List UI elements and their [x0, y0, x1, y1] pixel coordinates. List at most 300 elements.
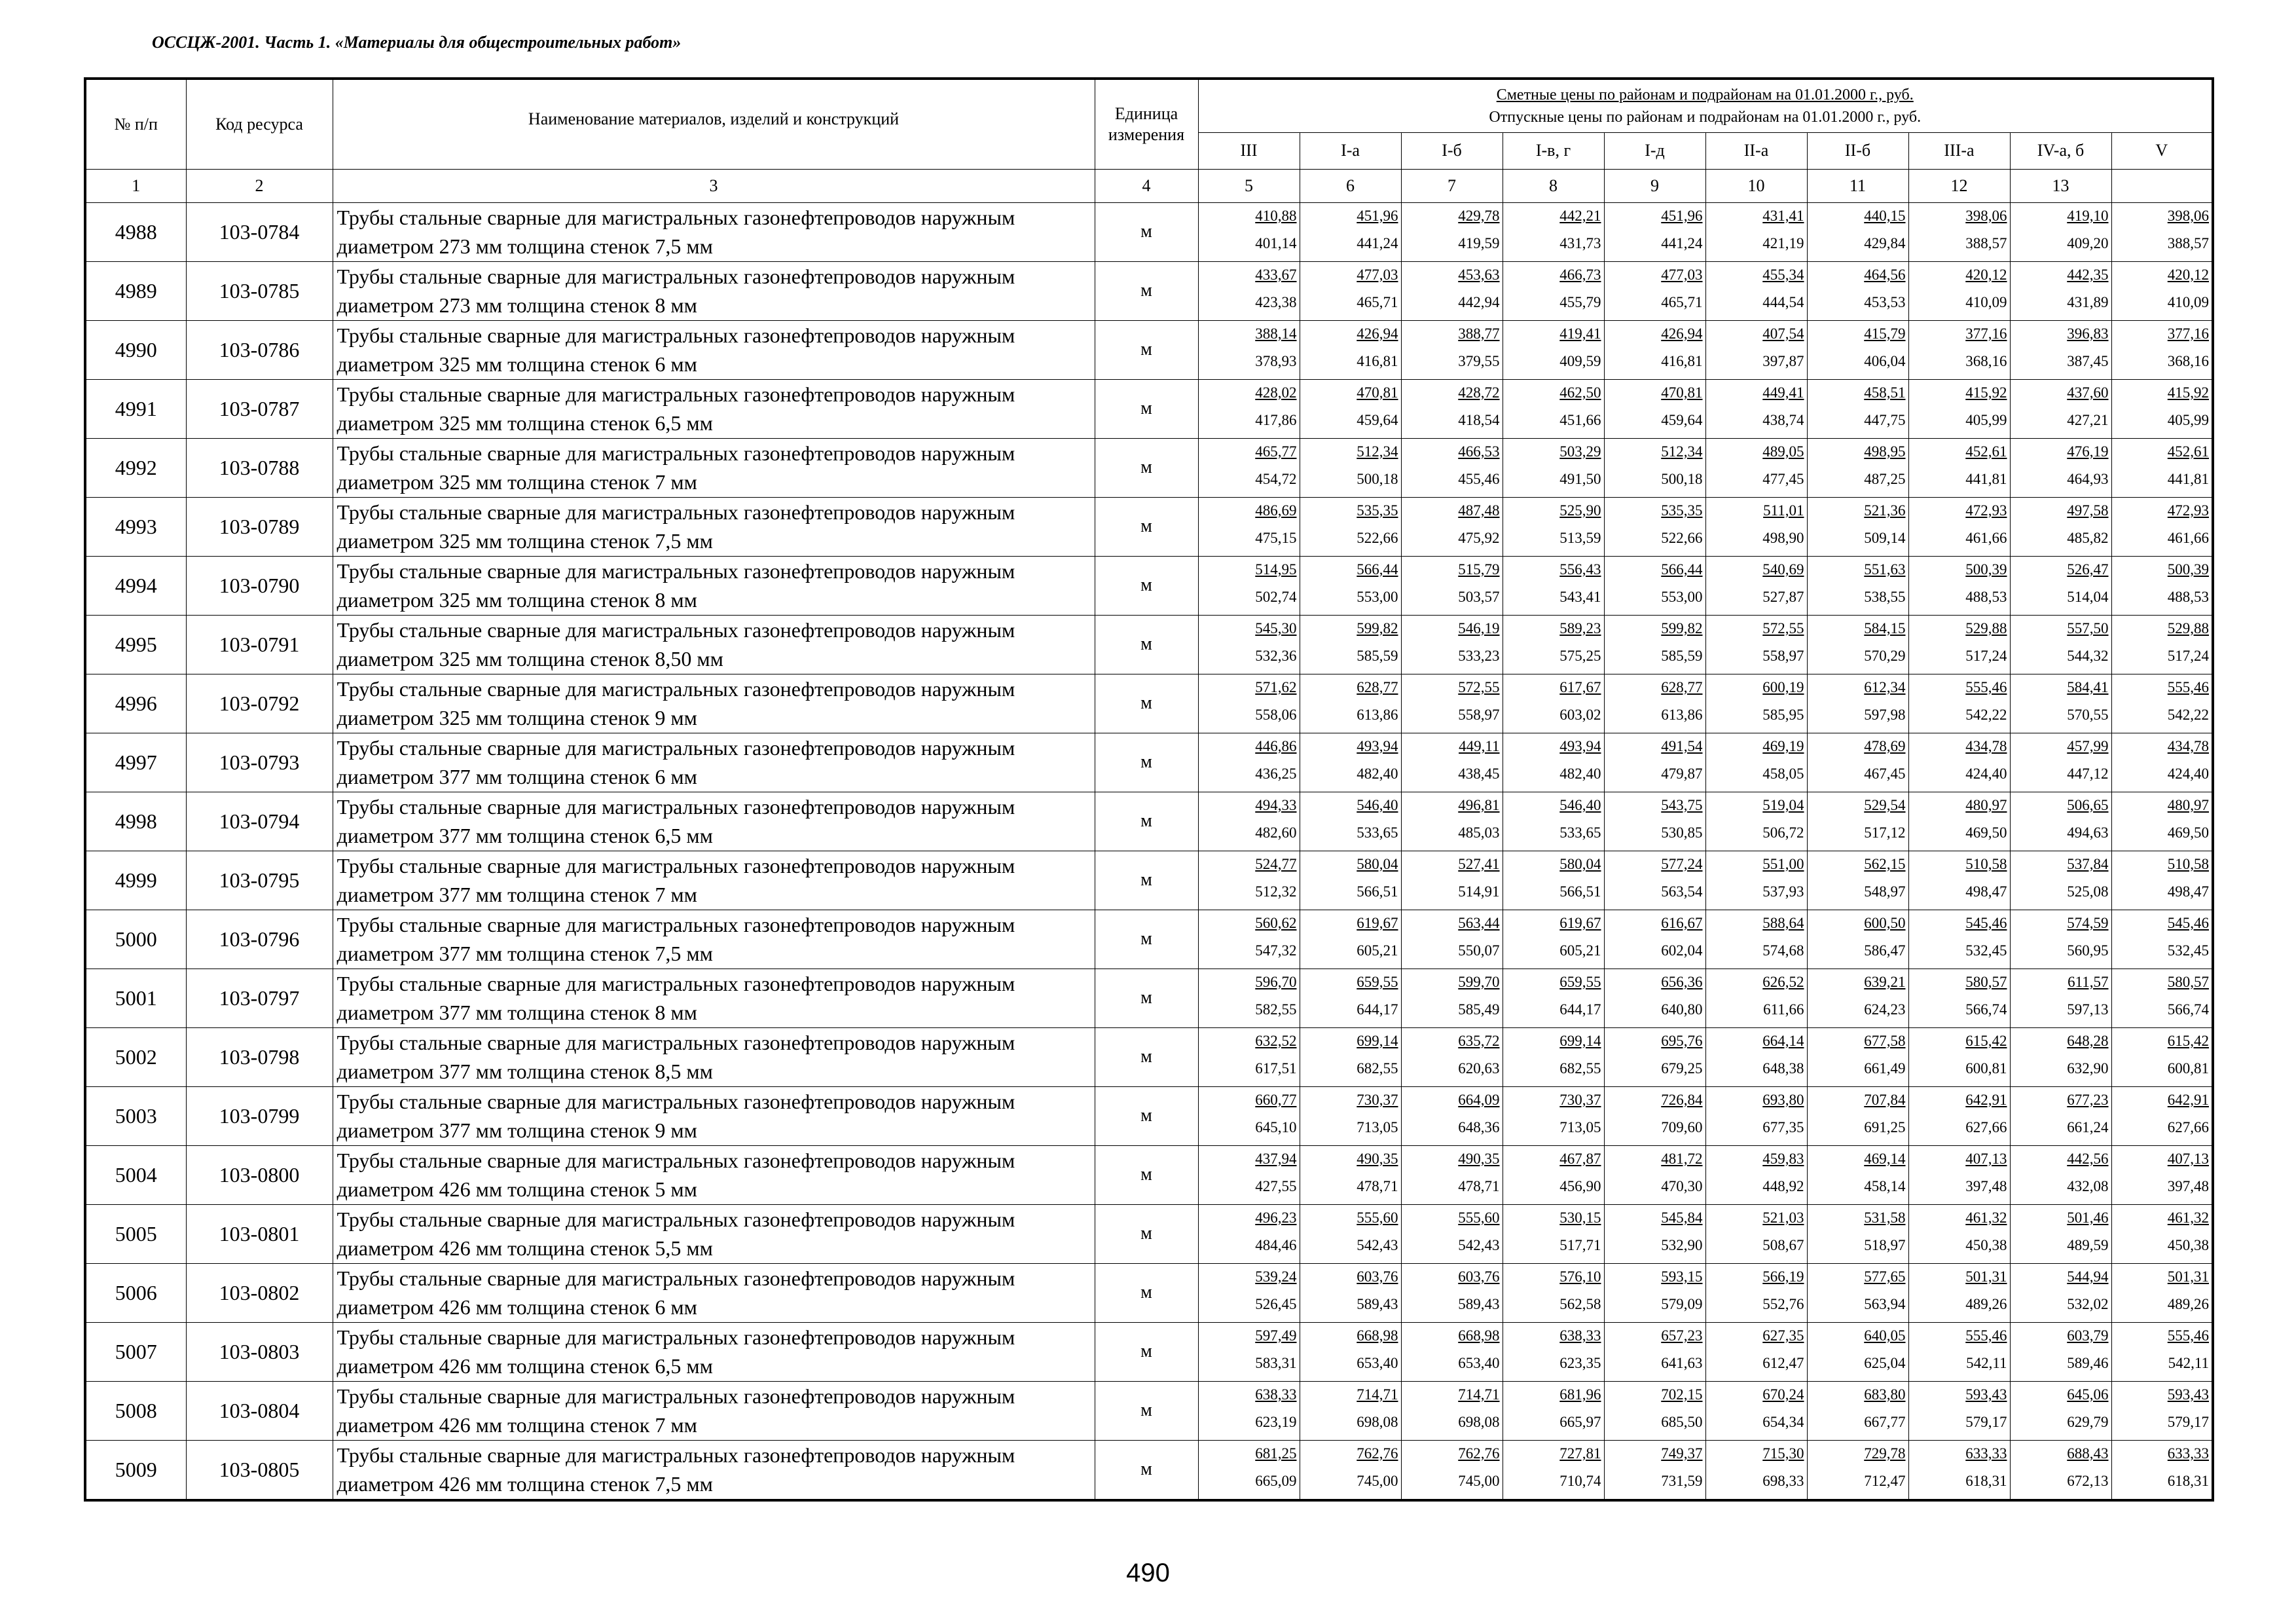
material-name-cell — [333, 379, 1095, 438]
row-number-cell: 4995 — [85, 615, 186, 674]
unit-cell: м — [1095, 969, 1198, 1027]
estimate-price: 714,71 — [1357, 1386, 1398, 1403]
price-cell — [1198, 1204, 1300, 1263]
estimate-price: 515,79 — [1458, 561, 1500, 578]
release-price: 672,13 — [2067, 1473, 2109, 1489]
price-cell — [2111, 910, 2213, 969]
resource-code-cell: 103-0804 — [186, 1381, 333, 1440]
release-price: 566,51 — [1559, 883, 1601, 900]
estimate-price: 481,72 — [1661, 1151, 1703, 1167]
price-cell — [1908, 1381, 2010, 1440]
estimate-price: 633,33 — [2167, 1445, 2209, 1462]
release-price: 712,47 — [1864, 1473, 1906, 1489]
price-cell — [2010, 1263, 2111, 1322]
unit-cell: м — [1095, 615, 1198, 674]
row-number-cell: 4998 — [85, 792, 186, 851]
estimate-price: 539,24 — [1255, 1268, 1297, 1285]
material-name-line: Трубы стальные сварные для магистральных газонефтепроводов наружным — [337, 1149, 1015, 1172]
release-price: 488,53 — [2167, 589, 2209, 605]
estimate-price: 529,54 — [1864, 797, 1906, 813]
material-name-line: диаметром 273 мм толщина стенок 7,5 мм — [337, 234, 713, 258]
price-cell — [2010, 851, 2111, 910]
price-cell — [1604, 969, 1705, 1027]
release-price: 525,08 — [2067, 883, 2109, 900]
release-price: 479,87 — [1661, 766, 1703, 782]
price-cell — [1503, 320, 1604, 379]
estimate-price: 603,76 — [1357, 1268, 1398, 1285]
release-price: 562,58 — [1559, 1296, 1601, 1312]
price-cell — [1503, 615, 1604, 674]
release-price: 368,16 — [2167, 353, 2209, 369]
price-cell — [1401, 202, 1503, 261]
estimate-price: 452,61 — [2167, 443, 2209, 460]
estimate-price: 593,43 — [2167, 1386, 2209, 1403]
price-cell — [1401, 674, 1503, 733]
release-price: 489,26 — [1965, 1296, 2007, 1312]
release-price: 597,13 — [2067, 1001, 2109, 1018]
row-number-cell: 5009 — [85, 1440, 186, 1500]
price-cell — [1705, 674, 1807, 733]
estimate-price: 440,15 — [1864, 208, 1906, 224]
row-number-cell: 4990 — [85, 320, 186, 379]
material-name-line: диаметром 377 мм толщина стенок 6 мм — [337, 765, 697, 788]
material-name-line: Трубы стальные сварные для магистральных газонефтепроводов наружным — [337, 1325, 1015, 1349]
material-name-line: диаметром 377 мм толщина стенок 7 мм — [337, 883, 697, 906]
estimate-price: 660,77 — [1255, 1092, 1297, 1108]
estimate-price: 546,40 — [1559, 797, 1601, 813]
release-price: 378,93 — [1255, 353, 1297, 369]
release-price: 713,05 — [1357, 1119, 1398, 1135]
price-cell — [2111, 438, 2213, 497]
table-row — [85, 1086, 2213, 1145]
price-cell — [1401, 969, 1503, 1027]
material-name-line: Трубы стальные сварные для магистральных газонефтепроводов наружным — [337, 323, 1015, 347]
price-cell — [1198, 1027, 1300, 1086]
column-number-cell: 9 — [1604, 169, 1705, 202]
release-price: 509,14 — [1864, 530, 1906, 546]
price-cell — [1503, 969, 1604, 1027]
unit-cell: м — [1095, 261, 1198, 320]
unit-cell: м — [1095, 497, 1198, 556]
release-price: 487,25 — [1864, 471, 1906, 487]
price-cell — [2111, 379, 2213, 438]
unit-cell: м — [1095, 1263, 1198, 1322]
resource-code-cell: 103-0791 — [186, 615, 333, 674]
column-number-cell: 1 — [85, 169, 186, 202]
price-cell — [1908, 733, 2010, 792]
material-name-line: Трубы стальные сварные для магистральных газонефтепроводов наружным — [337, 1208, 1015, 1231]
material-name-line: диаметром 426 мм толщина стенок 6,5 мм — [337, 1354, 713, 1378]
region-header-cell: I-а — [1300, 132, 1401, 169]
release-price: 589,46 — [2067, 1355, 2109, 1371]
release-price: 517,12 — [1864, 824, 1906, 841]
release-price: 532,90 — [1661, 1237, 1703, 1253]
table-row — [85, 261, 2213, 320]
estimate-price: 490,35 — [1357, 1151, 1398, 1167]
unit-cell: м — [1095, 851, 1198, 910]
table-row — [85, 320, 2213, 379]
table-row — [85, 1263, 2213, 1322]
resource-code-cell: 103-0784 — [186, 202, 333, 261]
release-price: 506,72 — [1762, 824, 1804, 841]
estimate-price: 501,31 — [1965, 1268, 2007, 1285]
price-cell — [1604, 556, 1705, 615]
price-cell — [1604, 1086, 1705, 1145]
price-cell — [1705, 202, 1807, 261]
estimate-price: 612,34 — [1864, 679, 1906, 695]
estimate-price: 599,82 — [1661, 620, 1703, 637]
material-name-line: Трубы стальные сварные для магистральных газонефтепроводов наружным — [337, 972, 1015, 995]
price-cell — [1401, 1086, 1503, 1145]
release-price: 745,00 — [1357, 1473, 1398, 1489]
estimate-price: 465,77 — [1255, 443, 1297, 460]
release-price: 613,86 — [1357, 707, 1398, 723]
release-price: 685,50 — [1661, 1414, 1703, 1430]
estimate-price: 525,90 — [1559, 502, 1601, 519]
release-price: 553,00 — [1661, 589, 1703, 605]
price-cell — [1300, 1204, 1401, 1263]
estimate-price: 683,80 — [1864, 1386, 1906, 1403]
price-cell — [1908, 1440, 2010, 1500]
estimate-price: 584,41 — [2067, 679, 2109, 695]
table-row — [85, 438, 2213, 497]
release-price: 409,59 — [1559, 353, 1601, 369]
estimate-price: 714,71 — [1458, 1386, 1500, 1403]
estimate-price: 729,78 — [1864, 1445, 1906, 1462]
estimate-price: 626,52 — [1762, 974, 1804, 990]
estimate-price: 572,55 — [1762, 620, 1804, 637]
price-cell — [1300, 320, 1401, 379]
estimate-price: 449,11 — [1459, 738, 1500, 754]
price-cell — [1401, 1322, 1503, 1381]
release-price: 710,74 — [1559, 1473, 1601, 1489]
release-price: 627,66 — [1965, 1119, 2007, 1135]
price-cell — [1705, 1263, 1807, 1322]
release-price: 530,85 — [1661, 824, 1703, 841]
release-price: 679,25 — [1661, 1060, 1703, 1077]
column-number-cell: 8 — [1503, 169, 1604, 202]
material-name-line: диаметром 377 мм толщина стенок 6,5 мм — [337, 824, 713, 847]
release-price: 550,07 — [1458, 942, 1500, 959]
price-cell — [1503, 438, 1604, 497]
release-price: 620,63 — [1458, 1060, 1500, 1077]
estimate-price: 469,19 — [1762, 738, 1804, 754]
release-price: 416,81 — [1357, 353, 1398, 369]
price-cell — [1807, 438, 1908, 497]
release-price: 469,50 — [2167, 824, 2209, 841]
release-price: 542,43 — [1357, 1237, 1398, 1253]
estimate-price: 616,67 — [1661, 915, 1703, 931]
row-number-cell: 4991 — [85, 379, 186, 438]
release-price: 653,40 — [1357, 1355, 1398, 1371]
release-price: 583,31 — [1255, 1355, 1297, 1371]
price-cell — [1908, 674, 2010, 733]
row-number-cell: 4997 — [85, 733, 186, 792]
price-cell — [1807, 674, 1908, 733]
price-cell — [1908, 1145, 2010, 1204]
column-number-cell: 7 — [1401, 169, 1503, 202]
estimate-price: 453,63 — [1458, 267, 1500, 283]
release-price: 522,66 — [1661, 530, 1703, 546]
estimate-price: 603,76 — [1458, 1268, 1500, 1285]
estimate-price: 407,13 — [2167, 1151, 2209, 1167]
price-cell — [1908, 1086, 2010, 1145]
estimate-price: 437,60 — [2067, 384, 2109, 401]
release-price: 514,04 — [2067, 589, 2109, 605]
price-cell — [1300, 1027, 1401, 1086]
estimate-price: 580,57 — [1965, 974, 2007, 990]
price-cell — [2010, 438, 2111, 497]
material-name-line: диаметром 426 мм толщина стенок 5 мм — [337, 1177, 697, 1201]
release-price: 410,09 — [1965, 294, 2007, 310]
estimate-price: 726,84 — [1661, 1092, 1703, 1108]
estimate-price: 410,88 — [1255, 208, 1297, 224]
release-price: 409,20 — [2067, 235, 2109, 251]
price-cell — [1300, 202, 1401, 261]
price-cell — [1300, 851, 1401, 910]
release-price: 482,40 — [1357, 766, 1398, 782]
region-header-cell: I-в, г — [1503, 132, 1604, 169]
price-cell — [2010, 1381, 2111, 1440]
price-cell — [1908, 1204, 2010, 1263]
release-price: 644,17 — [1559, 1001, 1601, 1018]
material-name-line: диаметром 325 мм толщина стенок 7,5 мм — [337, 529, 713, 553]
estimate-price: 627,35 — [1762, 1327, 1804, 1344]
release-price: 423,38 — [1255, 294, 1297, 310]
price-cell — [1503, 556, 1604, 615]
price-cell — [1300, 1145, 1401, 1204]
release-price: 512,32 — [1255, 883, 1297, 900]
release-price: 406,04 — [1864, 353, 1906, 369]
estimate-price: 599,70 — [1458, 974, 1500, 990]
price-cell — [1908, 320, 2010, 379]
price-cell — [1807, 1027, 1908, 1086]
release-price: 431,73 — [1559, 235, 1601, 251]
price-cell — [1300, 969, 1401, 1027]
estimate-price: 580,04 — [1559, 856, 1601, 872]
release-price: 517,24 — [2167, 648, 2209, 664]
material-name-cell — [333, 1145, 1095, 1204]
price-cell — [2010, 910, 2111, 969]
estimate-price: 762,76 — [1458, 1445, 1500, 1462]
estimate-price: 615,42 — [2167, 1033, 2209, 1049]
price-cell — [1503, 379, 1604, 438]
price-cell — [2111, 497, 2213, 556]
release-price: 682,55 — [1357, 1060, 1398, 1077]
price-cell — [1401, 556, 1503, 615]
release-price: 424,40 — [2167, 766, 2209, 782]
table-row — [85, 792, 2213, 851]
price-cell — [2111, 733, 2213, 792]
row-number-cell: 5002 — [85, 1027, 186, 1086]
material-name-cell — [333, 261, 1095, 320]
column-number-cell: 2 — [186, 169, 333, 202]
resource-code-cell: 103-0801 — [186, 1204, 333, 1263]
material-name-line: диаметром 426 мм толщина стенок 6 мм — [337, 1295, 697, 1319]
release-price: 548,97 — [1864, 883, 1906, 900]
estimate-price: 546,40 — [1357, 797, 1398, 813]
material-name-line: Трубы стальные сварные для магистральных газонефтепроводов наружным — [337, 382, 1015, 406]
estimate-price: 617,67 — [1559, 679, 1601, 695]
release-price: 532,45 — [1965, 942, 2007, 959]
release-price: 450,38 — [2167, 1237, 2209, 1253]
estimate-price: 466,73 — [1559, 267, 1601, 283]
document-title: ОССЦЖ-2001. Часть 1. «Материалы для общестроительных работ» — [152, 33, 682, 52]
estimate-price: 619,67 — [1559, 915, 1601, 931]
unit-cell: м — [1095, 1086, 1198, 1145]
material-name-cell — [333, 1204, 1095, 1263]
release-price: 461,66 — [2167, 530, 2209, 546]
material-name-line: диаметром 426 мм толщина стенок 5,5 мм — [337, 1236, 713, 1260]
estimate-price: 428,02 — [1255, 384, 1297, 401]
estimate-price: 419,41 — [1559, 325, 1601, 342]
price-cell — [2111, 261, 2213, 320]
release-price: 482,40 — [1559, 766, 1601, 782]
unit-cell: м — [1095, 1322, 1198, 1381]
resource-code-cell: 103-0802 — [186, 1263, 333, 1322]
release-price: 442,94 — [1458, 294, 1500, 310]
material-name-line: диаметром 426 мм толщина стенок 7,5 мм — [337, 1472, 713, 1496]
price-cell — [2111, 202, 2213, 261]
price-cell — [1604, 1322, 1705, 1381]
price-cell — [1401, 320, 1503, 379]
release-price: 498,47 — [1965, 883, 2007, 900]
estimate-price: 615,42 — [1965, 1033, 2007, 1049]
price-cell — [1300, 910, 1401, 969]
resource-code-cell: 103-0797 — [186, 969, 333, 1027]
price-cell — [1807, 320, 1908, 379]
estimate-price: 619,67 — [1357, 915, 1398, 931]
material-name-cell — [333, 792, 1095, 851]
release-price: 465,71 — [1661, 294, 1703, 310]
price-cell — [1198, 733, 1300, 792]
row-number-cell: 4999 — [85, 851, 186, 910]
estimate-price: 419,10 — [2067, 208, 2109, 224]
price-cell — [1908, 556, 2010, 615]
price-cell — [1503, 1440, 1604, 1500]
row-number-cell: 4989 — [85, 261, 186, 320]
column-number-cell: 3 — [333, 169, 1095, 202]
material-name-cell — [333, 851, 1095, 910]
estimate-price: 597,49 — [1255, 1327, 1297, 1344]
estimate-price: 695,76 — [1661, 1033, 1703, 1049]
material-name-line: Трубы стальные сварные для магистральных газонефтепроводов наружным — [337, 1443, 1015, 1467]
estimate-price: 461,32 — [2167, 1209, 2209, 1226]
release-price: 585,59 — [1661, 648, 1703, 664]
estimate-price: 529,88 — [1965, 620, 2007, 637]
release-price: 459,64 — [1357, 412, 1398, 428]
table-row — [85, 851, 2213, 910]
material-name-line: диаметром 325 мм толщина стенок 8 мм — [337, 588, 697, 612]
release-price: 526,45 — [1255, 1296, 1297, 1312]
material-name-line: диаметром 377 мм толщина стенок 7,5 мм — [337, 942, 713, 965]
header-col-name: Наименование материалов, изделий и конструкций — [333, 79, 1095, 169]
price-cell — [1807, 261, 1908, 320]
material-name-cell — [333, 1027, 1095, 1086]
table-row — [85, 615, 2213, 674]
price-cell — [2010, 202, 2111, 261]
material-name-cell — [333, 497, 1095, 556]
resource-code-cell: 103-0803 — [186, 1322, 333, 1381]
price-cell — [1401, 438, 1503, 497]
estimate-price: 557,50 — [2067, 620, 2109, 637]
release-price: 603,02 — [1559, 707, 1601, 723]
release-price: 665,09 — [1255, 1473, 1297, 1489]
release-price: 470,30 — [1661, 1178, 1703, 1194]
table-row — [85, 733, 2213, 792]
estimate-price: 600,19 — [1762, 679, 1804, 695]
price-cell — [1807, 969, 1908, 1027]
estimate-price: 571,62 — [1255, 679, 1297, 695]
release-price: 542,11 — [1966, 1355, 2007, 1371]
estimate-price: 431,41 — [1762, 208, 1804, 224]
table-row — [85, 497, 2213, 556]
estimate-price: 512,34 — [1357, 443, 1398, 460]
estimate-price: 426,94 — [1661, 325, 1703, 342]
estimate-price: 762,76 — [1357, 1445, 1398, 1462]
table-row — [85, 1204, 2213, 1263]
release-price: 552,76 — [1762, 1296, 1804, 1312]
release-price: 458,05 — [1762, 766, 1804, 782]
estimate-price: 664,09 — [1458, 1092, 1500, 1108]
price-cell — [2010, 1204, 2111, 1263]
resource-code-cell: 103-0792 — [186, 674, 333, 733]
estimate-price: 635,72 — [1458, 1033, 1500, 1049]
price-cell — [1908, 792, 2010, 851]
release-price: 586,47 — [1864, 942, 1906, 959]
row-number-cell: 4994 — [85, 556, 186, 615]
release-price: 388,57 — [1965, 235, 2007, 251]
estimate-price: 420,12 — [2167, 267, 2209, 283]
release-price: 432,08 — [2067, 1178, 2109, 1194]
release-price: 600,81 — [2167, 1060, 2209, 1077]
material-name-line: Трубы стальные сварные для магистральных газонефтепроводов наружным — [337, 441, 1015, 465]
price-cell — [1503, 851, 1604, 910]
unit-cell: м — [1095, 1381, 1198, 1440]
release-price: 475,15 — [1255, 530, 1297, 546]
release-price: 461,66 — [1965, 530, 2007, 546]
price-cell — [1198, 792, 1300, 851]
price-cell — [1198, 1381, 1300, 1440]
estimate-price: 628,77 — [1661, 679, 1703, 695]
release-price: 558,97 — [1762, 648, 1804, 664]
price-cell — [1503, 1027, 1604, 1086]
estimate-price: 546,19 — [1458, 620, 1500, 637]
estimate-price: 388,77 — [1458, 325, 1500, 342]
estimate-price: 577,65 — [1864, 1268, 1906, 1285]
release-price: 421,19 — [1762, 235, 1804, 251]
price-cell — [1503, 674, 1604, 733]
release-price: 542,22 — [2167, 707, 2209, 723]
price-cell — [1604, 438, 1705, 497]
estimate-price: 470,81 — [1661, 384, 1703, 401]
release-price: 522,66 — [1357, 530, 1398, 546]
estimate-price: 501,46 — [2067, 1209, 2109, 1226]
price-cell — [1604, 379, 1705, 438]
estimate-price: 466,53 — [1458, 443, 1500, 460]
price-cell — [1401, 1263, 1503, 1322]
estimate-price: 469,14 — [1864, 1151, 1906, 1167]
estimate-price: 396,83 — [2067, 325, 2109, 342]
table-body — [85, 202, 2213, 1500]
release-price: 454,72 — [1255, 471, 1297, 487]
price-cell — [1198, 674, 1300, 733]
price-cell — [1908, 910, 2010, 969]
release-price: 405,99 — [1965, 412, 2007, 428]
estimate-price: 415,92 — [2167, 384, 2209, 401]
estimate-price: 555,46 — [1965, 679, 2007, 695]
release-price: 566,74 — [1965, 1001, 2007, 1018]
